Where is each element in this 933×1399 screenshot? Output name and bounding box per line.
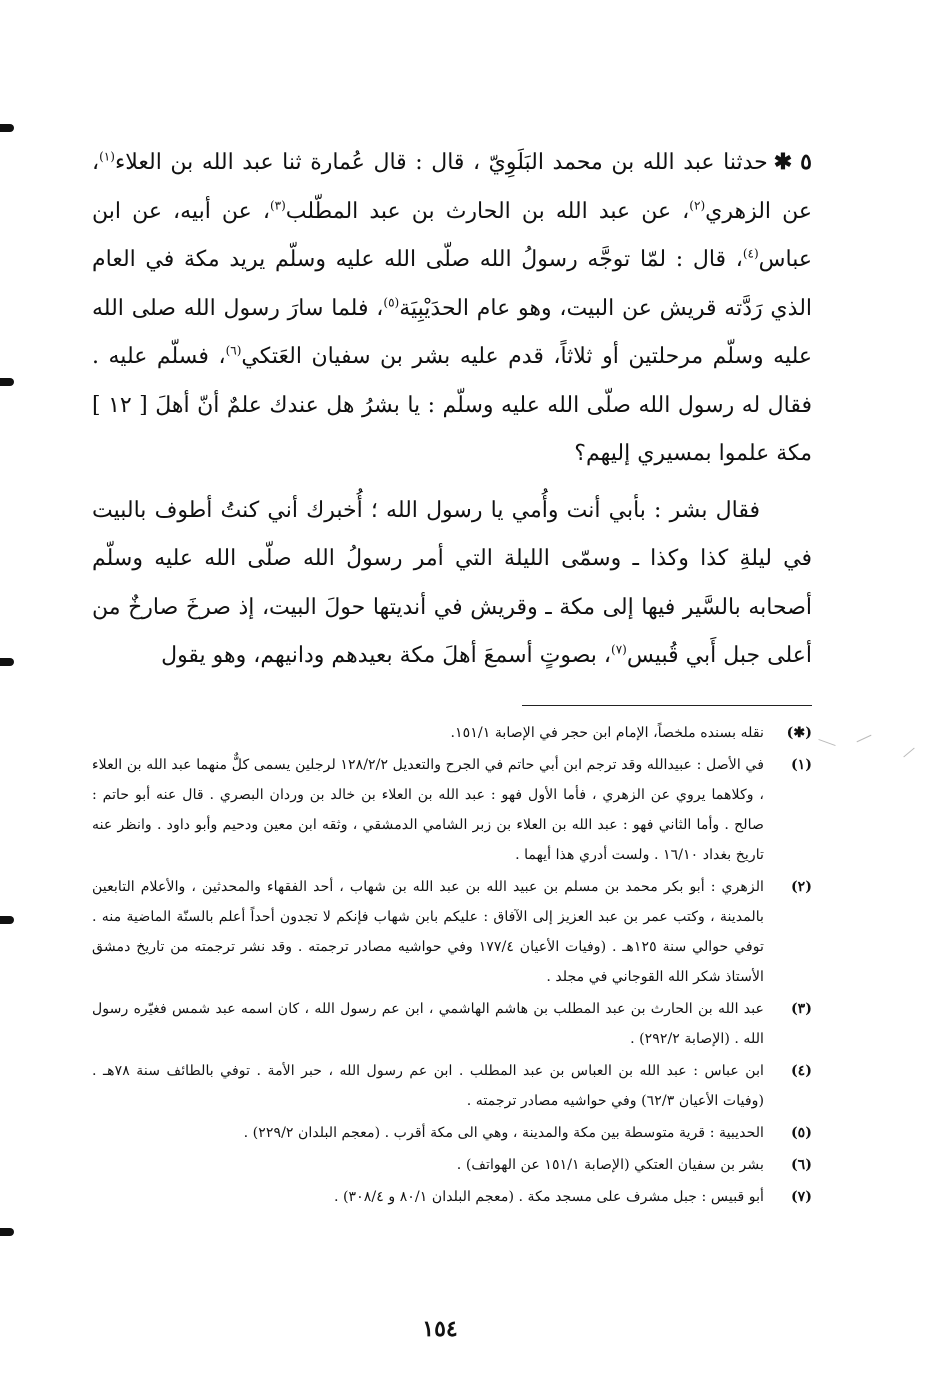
footnote-text: أبو قبيس : جبل مشرف على مسجد مكة . (معجم البلدان ٨٠/١ و ٣٠٨/٤) .: [333, 1189, 764, 1205]
footnote-ref[interactable]: (٣): [269, 198, 286, 213]
footnote: [92, 1150, 812, 1180]
paragraph-1: [92, 138, 812, 479]
footnote-ref[interactable]: (٧): [611, 642, 627, 657]
margin-scratch: [903, 748, 914, 758]
star-icon: ✱: [773, 149, 793, 175]
footnote-ref[interactable]: (٦): [225, 343, 242, 358]
margin-scratch: [818, 739, 835, 746]
footnote-number: (٣): [790, 1001, 812, 1017]
footnote-text: بشر بن سفيان العتكي (الإصابة ١٥١/١ عن الهواتف) .: [456, 1157, 764, 1173]
footnote-text: في الأصل : عبيدالله وقد ترجم ابن أبي حاتم في الجرح والتعديل ١٢٨/٢/٢ لرجلين يسمى كلٌّ منهما عبد الله بن العلاء ، وكلاهما يروي عن الزهري ، فأما الأول فهو : عبد الله بن العلاء بن خالد بن وردان البصري . قال عنه أبو حاتم : صالح . وأما الثاني فهو : عبد الله بن العلاء بن زبر الشامي الدمشقي ، وثقه ابن معين ودحيم وأبو داود . وانظر عنه تاريخ بغداد ١٦/١٠ . ولست أدري هذا أيهما .: [92, 757, 764, 863]
footnote-divider: [522, 705, 812, 706]
footnote-text: ابن عباس : عبد الله بن العباس بن عبد المطلب . ابن عم رسول الله ، حبر الأمة . توفي بالطائف سنة ٧٨هـ . (وفيات الأعيان ٦٢/٣) وفي حواشيه مصادر ترجمته .: [92, 1063, 764, 1109]
footnote-number: (٤): [790, 1063, 812, 1079]
footnote-text: الحديبية : قرية متوسطة بين مكة والمدينة ، وهي الى مكة أقرب . (معجم البلدان ٢٢٩/٢) .: [243, 1125, 764, 1141]
footnote-number: (١): [790, 757, 812, 773]
item-number: ٥: [800, 149, 812, 175]
footnote: [92, 994, 812, 1054]
footnote-number: (٧): [790, 1189, 812, 1205]
binding-mark: [0, 378, 14, 386]
footnote-ref[interactable]: (١): [99, 149, 115, 164]
text-segment: ، قال : لمّا توجَّه رسولُ الله صلّى الله عليه وسلّم يريد مكة في العام الذي رَدَّته قريش عن البيت، وهو عام الحدَيْبِيَة: [92, 247, 813, 321]
footnote: [92, 718, 812, 748]
footnote-number: (✱): [786, 725, 812, 741]
footnote-number: (٥): [790, 1125, 812, 1141]
text-segment: ، فسلّم عليه . فقال له رسول الله صلّى الله عليه وسلّم : يا بشرُ هل عندك علمٌ أنّ أهلَ [ ١٢ ] مكة علموا بمسيري إليهم؟: [92, 344, 812, 466]
footnote: [92, 872, 812, 992]
footnote-number: (٢): [790, 879, 812, 895]
footnote-ref[interactable]: (٢): [689, 198, 706, 213]
footnote-ref[interactable]: (٥): [383, 295, 400, 310]
text-segment: ، عن الزهري: [92, 150, 813, 224]
footnotes: [92, 718, 812, 1214]
text-segment: فقال بشر : بأبي أنت وأُمي يا رسول الله ؛ أُخبرك أني كنتُ أطوف بالبيت في ليلةِ كذا وكذا ـ وسمّى الليلة التي أمر رسولُ الله صلّى الله عليه وسلّم أصحابه بالسَّير فيها إلى مكة ـ وقريش في أنديتها حولَ البيت، إذ صرخَ صارخٌ من أعلى جبل أَبي قُبيس: [92, 497, 812, 668]
margin-scratch: [857, 735, 872, 743]
binding-mark: [0, 916, 14, 924]
footnote-number: (٦): [790, 1157, 812, 1173]
footnote-ref[interactable]: (٤): [742, 246, 759, 261]
binding-mark: [0, 1228, 14, 1236]
footnote-text: عبد الله بن الحارث بن عبد المطلب بن هاشم الهاشمي ، ابن عم رسول الله ، كان اسمه عبد شمس فغيّره رسول الله . (الإصابة ٢٩٢/٢) .: [92, 1001, 764, 1047]
text-segment: ، عن عبد الله بن الحارث بن عبد المطّلب: [285, 198, 690, 224]
footnote: [92, 1118, 812, 1148]
footnote-text: نقله بسنده ملخصاً، الإمام ابن حجر في الإصابة ١٥١/١.: [450, 725, 764, 741]
main-text: [92, 138, 812, 681]
binding-mark: [0, 658, 14, 666]
footnote: [92, 1182, 812, 1212]
footnote: [92, 750, 812, 870]
text-segment: ، فلما سارَ رسول الله صلى الله عليه وسلّم مرحلتين أو ثلاثاً، قدم عليه بشر بن سفيان العَتكي: [92, 295, 813, 369]
text-segment: ، عن أبيه، عن ابن عباس: [92, 198, 812, 272]
binding-mark: [0, 124, 14, 132]
paragraph-2: [92, 487, 812, 681]
footnote: [92, 1056, 812, 1116]
text-segment: ، بصوتٍ أسمعَ أهلَ مكة بعيدهم ودانيهم، وهو يقول: [161, 643, 612, 668]
text-segment: حدثنا عبد الله بن محمد البَلَوِيّ ، قال : قال عُمارة ثنا عبد الله بن العلاء: [114, 150, 768, 175]
footnote-text: الزهري : أبو بكر محمد بن مسلم بن عبيد الله بن عبد الله بن شهاب ، أحد الفقهاء والمحدثين ، والأعلام التابعين بالمدينة ، وكتب عمر بن عبد العزيز إلى الآفاق : عليكم بابن شهاب فإنكم لا تجدون أحداً أعلم بالسنّة الماضية منه . توفي حوالي سنة ١٢٥هـ . (وفيات الأعيان ١٧٧/٤ وفي حواشيه مصادر ترجمته . وقد نشر ترجمته من تاريخ دمشق الأستاذ شكر الله القوجاني في مجلد .: [92, 879, 764, 985]
page-number: ١٥٤: [422, 1316, 458, 1342]
